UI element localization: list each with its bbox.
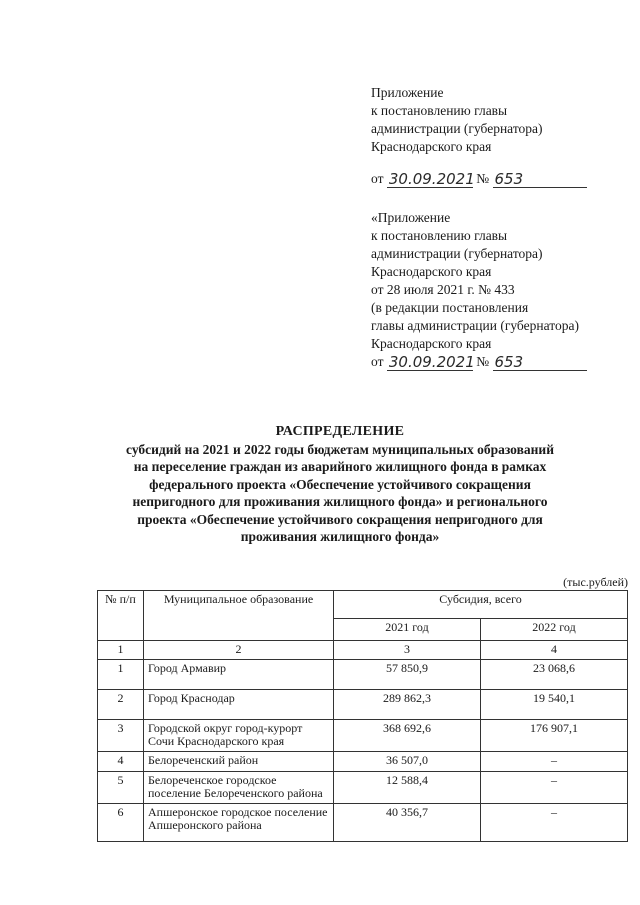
row-municipality: Город Армавир [144, 659, 334, 689]
header2-line8: Краснодарского края [371, 336, 492, 351]
header2-line3: администрации (губернатора) [371, 246, 543, 261]
header1-line1: Приложение [371, 85, 444, 100]
table-row [98, 751, 628, 771]
row-number: 1 [98, 659, 144, 689]
header-2022: 2022 год [481, 619, 628, 641]
header2-date-line [371, 353, 587, 371]
row-number: 4 [98, 751, 144, 771]
title-line1: субсидий на 2021 и 2022 годы бюджетам муниципальных образований [126, 441, 554, 457]
original-appendix-header [371, 209, 587, 371]
header-subsidy: Субсидия, всего [334, 591, 628, 619]
header2-line4: Краснодарского края [371, 264, 492, 279]
header2-line7: главы администрации (губернатора) [371, 318, 579, 333]
document-title [90, 423, 590, 546]
header1-number-prefix: № [476, 171, 490, 186]
table-row [98, 803, 628, 841]
title-main: РАСПРЕДЕЛЕНИЕ [275, 424, 405, 439]
header1-date-prefix: от [371, 171, 384, 186]
row-2021: 289 862,3 [334, 689, 481, 719]
row-2021: 12 588,4 [334, 771, 481, 803]
row-2021: 36 507,0 [334, 751, 481, 771]
row-municipality: Белореченское городское поселение Белореченского района [144, 771, 334, 803]
row-2021: 368 692,6 [334, 719, 481, 751]
table-row [98, 719, 628, 751]
title-line5: проекта «Обеспечение устойчивого сокращения непригодного для [137, 511, 543, 527]
header1-line4: Краснодарского края [371, 139, 492, 154]
header1-line3: администрации (губернатора) [371, 121, 543, 136]
appendix-header [371, 84, 587, 188]
row-2021: 40 356,7 [334, 803, 481, 841]
title-line3: федерального проекта «Обеспечение устойчивого сокращения [149, 476, 531, 492]
row-municipality: Город Краснодар [144, 689, 334, 719]
row-2021: 57 850,9 [334, 659, 481, 689]
header2-date: 30.09.2021 [388, 353, 475, 371]
header-number: № п/п [98, 591, 144, 641]
row-municipality: Апшеронское городское поселение Апшеронского района [144, 803, 334, 841]
row-municipality: Городской округ город-курорт Сочи Краснодарского края [144, 719, 334, 751]
subsidy-table [97, 590, 628, 842]
col-index-1: 1 [98, 641, 144, 660]
row-2022: 19 540,1 [481, 689, 628, 719]
col-index-2: 2 [144, 641, 334, 660]
title-line2: на переселение граждан из аварийного жилищного фонда в рамках [133, 459, 547, 474]
table-row [98, 771, 628, 803]
row-number: 3 [98, 719, 144, 751]
title-line6: проживания жилищного фонда» [240, 529, 440, 544]
row-number: 5 [98, 771, 144, 803]
header-2021: 2021 год [334, 619, 481, 641]
header1-line2: к постановлению главы [371, 103, 508, 118]
table-row [98, 689, 628, 719]
row-2022: – [481, 771, 628, 803]
header1-date-line [371, 170, 587, 188]
header2-line6: (в редакции постановления [371, 300, 529, 315]
header2-number: 653 [493, 354, 587, 371]
title-line4: непригодного для проживания жилищного фонда» и регионального [132, 494, 548, 509]
header2-number-prefix: № [476, 354, 490, 369]
header2-line5: от 28 июля 2021 г. № 433 [371, 282, 515, 297]
header2-date-prefix: от [371, 354, 384, 369]
header1-date: 30.09.2021 [388, 170, 475, 188]
header-municipality: Муниципальное образование [144, 591, 334, 641]
row-2022: 23 068,6 [481, 659, 628, 689]
table-row [98, 659, 628, 689]
row-number: 6 [98, 803, 144, 841]
row-municipality: Белореченский район [144, 751, 334, 771]
col-index-4: 4 [481, 641, 628, 660]
row-2022: 176 907,1 [481, 719, 628, 751]
header2-line1: «Приложение [371, 210, 451, 225]
row-2022: – [481, 803, 628, 841]
row-2022: – [481, 751, 628, 771]
unit-label: (тыс.рублей) [563, 575, 628, 589]
col-index-3: 3 [334, 641, 481, 660]
header1-number: 653 [493, 171, 587, 188]
row-number: 2 [98, 689, 144, 719]
header2-line2: к постановлению главы [371, 228, 508, 243]
